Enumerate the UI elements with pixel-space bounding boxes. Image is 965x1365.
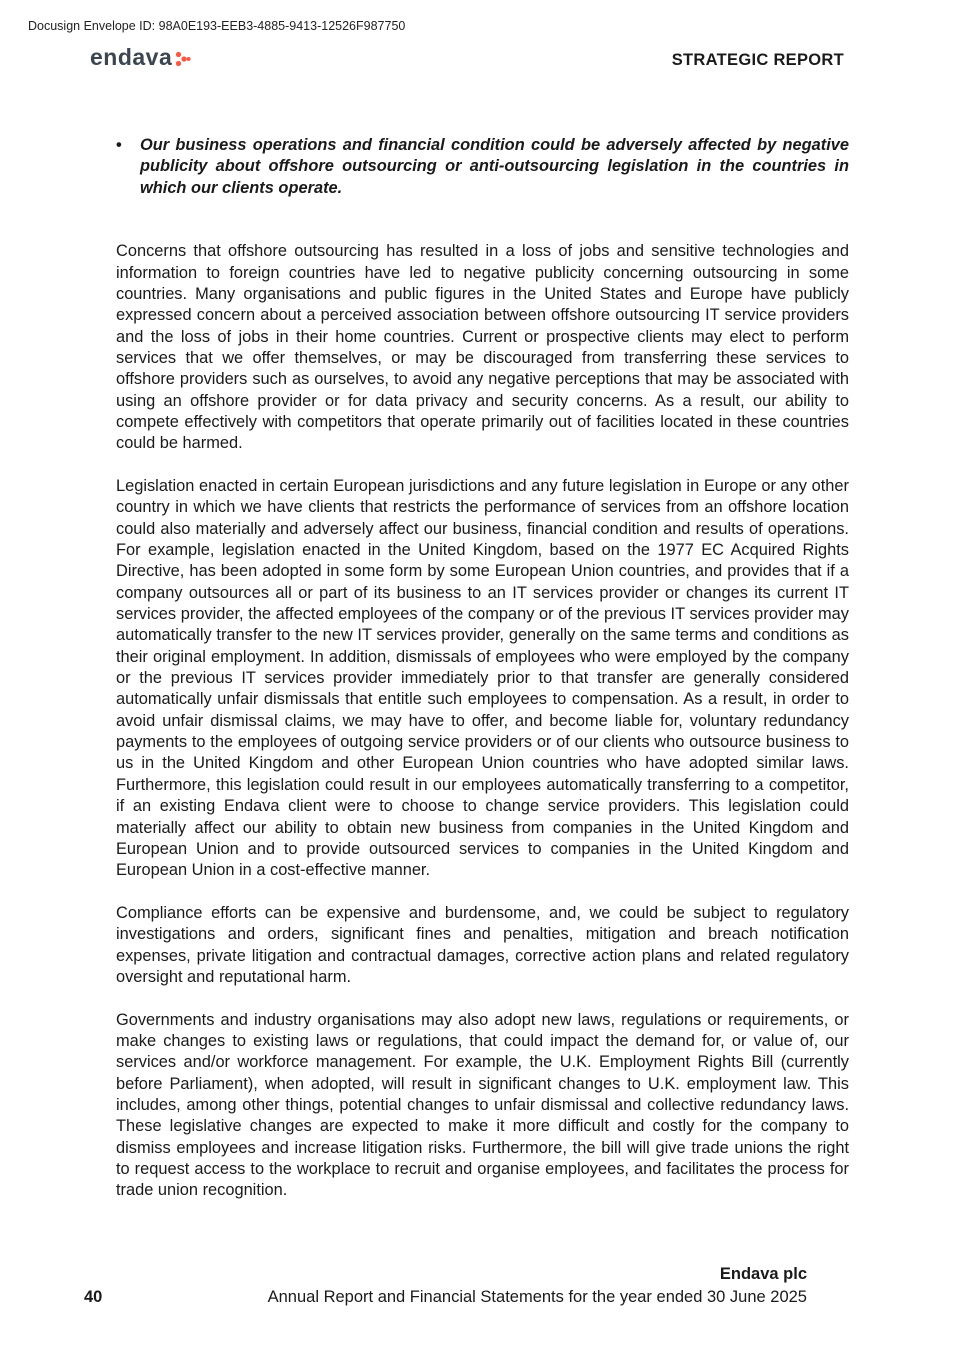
risk-heading-text: Our business operations and financial condition could be adversely affected by negative publicity about offshore outsourcing or anti-outsourcing legislation in the countries in which our clients operate. — [140, 136, 849, 197]
endava-mark-icon — [175, 51, 191, 67]
paragraph-legislation: Legislation enacted in certain European jurisdictions and any future legislation in Europe or any other country in which we have clients that restricts the performance of services from an offshore location could also materially and adversely affect our business, financial condition and results of operations. For example, legislation enacted in the United Kingdom, based on the 1977 EC Acquired Rights Directive, has been adopted in some form by some European Union countries, and provides that if a company outsources all or part of its business to an IT services provider or changes its current IT services provider, the affected employees of the company or of the previous IT services provider may automatically transfer to the new IT services provider, generally on the same terms and conditions as their original employment. In addition, dismissals of employees who were employed by the company or the previous IT services provider immediately prior to that transfer are generally considered automatically unfair dismissals that entitle such employees to compensation. As a result, in order to avoid unfair dismissal claims, we may have to offer, and become liable for, voluntary redundancy payments to the employees of outgoing service providers or of our clients who outsource business to us in the United Kingdom and other European Union countries who have adopted similar laws. Furthermore, this legislation could result in our employees automatically transferring to a competitor, if an existing Endava client were to choose to change service providers. This legislation could materially affect our ability to obtain new business from companies in the United Kingdom and European Union and to provide outsourced services to companies in the United Kingdom and European Union in a cost-effective manner. — [116, 477, 849, 880]
paragraph-governments: Governments and industry organisations may also adopt new laws, regulations or requirements, or make changes to existing laws or regulations, that could impact the demand for, or value of, our services and/or workforce management. For example, the U.K. Employment Rights Bill (currently before Parliament), when adopted, will result in significant changes to U.K. employment law. This includes, among other things, potential changes to unfair dismissal and collective redundancy laws. These legislative changes are expected to make it more difficult and costly for the company to dismiss employees and increase litigation risks. Furthermore, the bill will give trade unions the right to request access to the workplace to recruit and organise employees, and facilitates the process for trade union recognition. — [116, 1010, 849, 1200]
endava-logo — [90, 44, 191, 71]
footer-company: Endava plc — [719, 1265, 807, 1283]
bullet-icon: • — [116, 136, 122, 154]
body-paragraphs — [116, 241, 849, 1201]
page-number: 40 — [84, 1288, 103, 1306]
risk-heading-bullet — [116, 135, 849, 199]
footer-report-title: Annual Report and Financial Statements for the year ended 30 June 2025 — [267, 1288, 807, 1306]
docusign-envelope-id: Docusign Envelope ID: 98A0E193-EEB3-4885-9413-12526F987750 — [28, 19, 406, 33]
logo-wordmark: endava — [90, 44, 173, 70]
paragraph-offshore-concerns: Concerns that offshore outsourcing has resulted in a loss of jobs and sensitive technologies and information to foreign countries have led to negative publicity concerning outsourcing in some countries. Many organisations and public figures in the United States and Europe have publicly expressed concern about a perceived association between offshore outsourcing IT service providers and the loss of jobs in their home countries. Current or prospective clients may elect to perform services that we offer themselves, or may be discouraged from transferring these services to offshore providers such as ourselves, to avoid any negative perceptions that may be associated with using an offshore provider or for data privacy and security concerns. As a result, our ability to compete effectively with competitors that operate primarily out of facilities located in these countries could be harmed. — [116, 242, 849, 453]
section-title: STRATEGIC REPORT — [671, 51, 844, 69]
paragraph-compliance: Compliance efforts can be expensive and burdensome, and, we could be subject to regulatory investigations and orders, significant fines and penalties, mitigation and breach notification expenses, private litigation and contractual damages, corrective action plans and related regulatory oversight and reputational harm. — [116, 903, 849, 986]
page-body — [116, 135, 849, 1202]
